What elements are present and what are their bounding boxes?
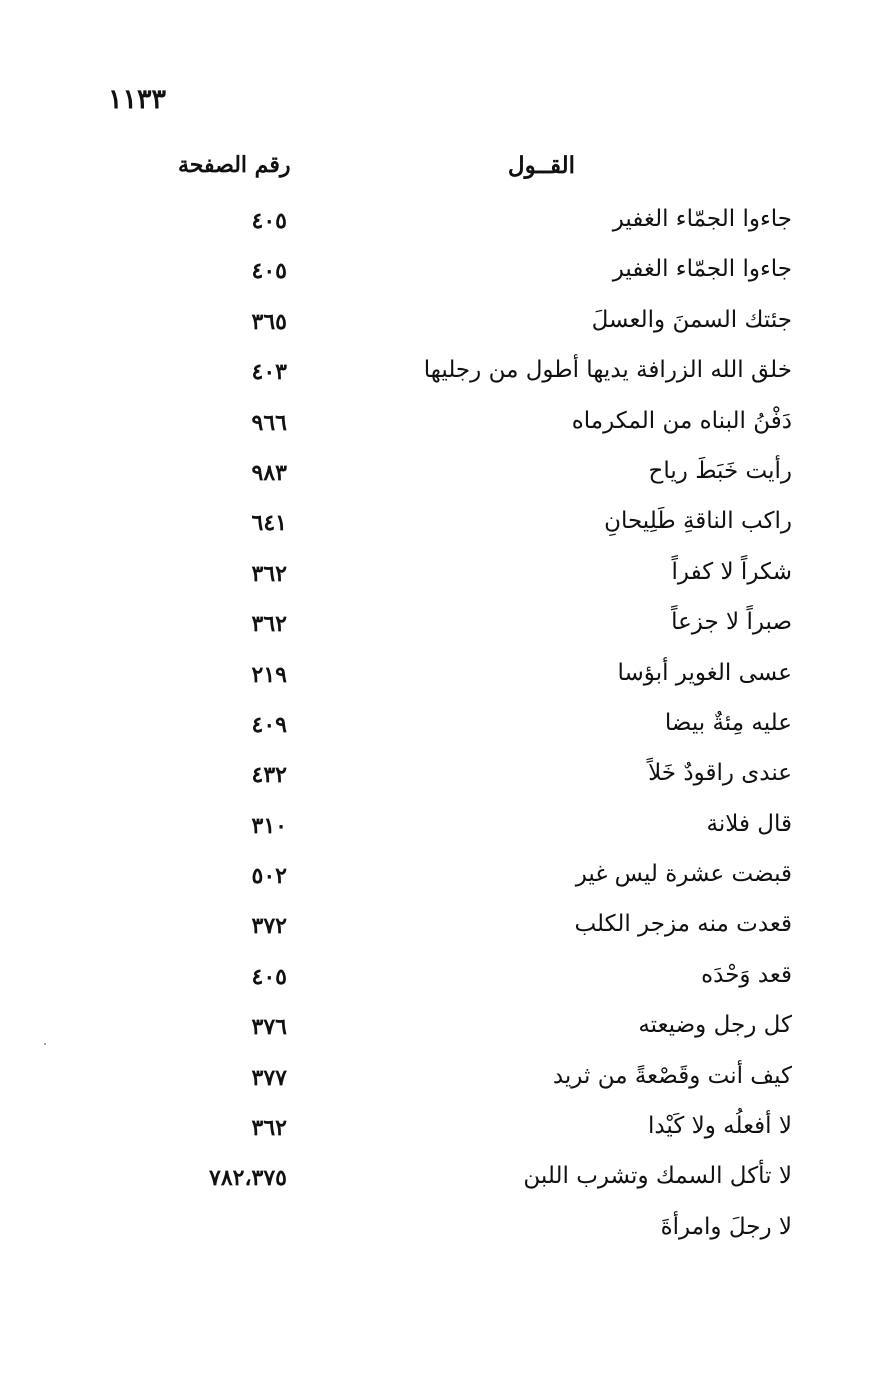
page-reference: ٣٦٥: [251, 308, 287, 335]
list-item: [0, 250, 885, 300]
page-reference: ٤٠٥: [251, 963, 287, 990]
page-reference: ٧٨٢،٣٧٥: [209, 1165, 287, 1192]
page-reference: ٤٠٩: [251, 711, 287, 738]
list-item: [0, 905, 885, 955]
page-reference: ٥٠٢: [251, 863, 287, 890]
saying-text: لا تأكل السمك وتشرب اللبن: [523, 1163, 792, 1190]
page-reference: ٤٠٥: [251, 208, 287, 234]
saying-text: جاءوا الجمّاء الغفير: [612, 256, 792, 283]
page-reference: ٦٤١: [251, 510, 287, 537]
list-item: [0, 805, 885, 855]
page-reference: ٩٨٣: [251, 459, 287, 486]
list-item: [0, 1208, 885, 1258]
saying-text: صبراً لا جزعاً: [671, 609, 792, 636]
saying-text: لا رجلَ وامرأةَ: [660, 1213, 792, 1240]
page-number: ١١٣٣: [108, 84, 167, 115]
saying-text: عندى راقودٌ خَلاً: [648, 760, 792, 787]
page-reference: ٩٦٦: [251, 409, 287, 436]
saying-text: شكراً لا كفراً: [671, 558, 792, 585]
saying-text: كل رجل وضيعته: [638, 1012, 792, 1039]
saying-text: عليه مِئةٌ بيضا: [664, 709, 792, 736]
page-reference: ٤٣٢: [251, 762, 287, 789]
list-item: [0, 704, 885, 754]
list-item: [0, 1057, 885, 1107]
page-reference: ٣٧٦: [251, 1014, 287, 1041]
list-item: [0, 502, 885, 552]
saying-text: كيف أنت وقَصْعةً من ثريد: [552, 1062, 792, 1089]
saying-text: رأيت خَبَطَ رياح: [648, 457, 792, 484]
list-item: [0, 351, 885, 401]
list-item: [0, 603, 885, 653]
table-header: [0, 152, 885, 188]
list-item: [0, 402, 885, 452]
list-item: [0, 1107, 885, 1157]
list-item: [0, 754, 885, 804]
page-reference: ٣٦٢: [251, 611, 287, 638]
list-item: [0, 1006, 885, 1056]
page-reference: ٢١٩: [251, 661, 287, 688]
column-header-page-number: رقم الصفحة: [178, 152, 291, 178]
column-header-saying: القــول: [507, 152, 575, 179]
scan-speck: [44, 1043, 46, 1045]
list-item: [0, 956, 885, 1006]
saying-text: راكب الناقةِ طَلِيحانِ: [604, 508, 792, 535]
saying-text: جئتك السمنَ والعسلَ: [591, 306, 792, 333]
saying-text: خلق الله الزرافة يديها أطول من رجليها: [423, 357, 792, 384]
page-reference: ٤٠٥: [251, 258, 287, 285]
list-item: [0, 855, 885, 905]
page-reference: ٤٠٣: [251, 359, 287, 386]
saying-text: قعدت منه مزجر الكلب: [574, 911, 792, 938]
list-item: [0, 301, 885, 351]
saying-text: لا أفعلُه ولا كَيْدا: [647, 1113, 792, 1140]
page-reference: ٣٧٢: [251, 913, 287, 940]
page-reference: ٣٦٢: [251, 560, 287, 587]
saying-text: قبضت عشرة ليس غير: [575, 861, 792, 888]
saying-text: قال فلانة: [706, 810, 792, 837]
page-reference: ٣٧٧: [251, 1064, 287, 1091]
saying-text: جاءوا الجمّاء الغفير: [612, 206, 792, 232]
sayings-index-list: [0, 200, 885, 1258]
list-item: [0, 1157, 885, 1207]
page-reference: ٣٦٢: [251, 1115, 287, 1142]
saying-text: دَفْنُ البناه من المكرماه: [571, 407, 792, 434]
saying-text: قعد وَحْدَه: [701, 961, 792, 988]
list-item: [0, 553, 885, 603]
list-item: [0, 654, 885, 704]
page-reference: ٣١٠: [251, 812, 287, 839]
list-item: [0, 452, 885, 502]
saying-text: عسى الغوير أبؤسا: [617, 659, 792, 686]
list-item: [0, 200, 885, 250]
